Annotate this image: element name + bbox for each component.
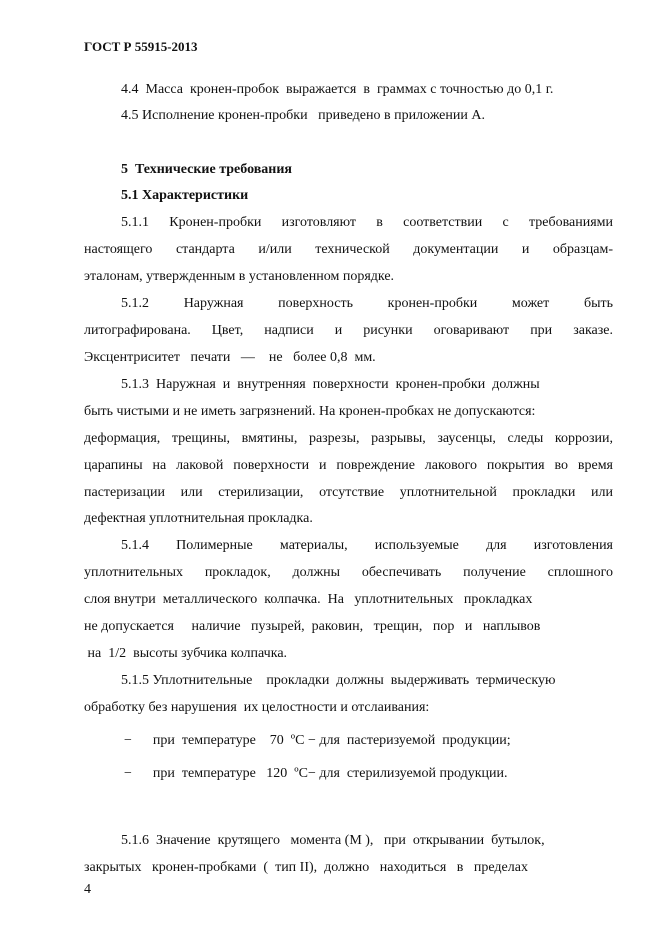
page-number: 4 xyxy=(84,882,91,897)
document-header: ГОСТ Р 55915-2013 xyxy=(84,39,198,54)
paragraph-5-1-4-line: 5.1.4 Полимерные материалы, используемые для изготовления xyxy=(121,538,613,553)
list-item: − при температуре 120 ºС− для стерилизуемой продукции. xyxy=(124,766,508,781)
paragraph-5-1-1-line: 5.1.1 Кронен-пробки изготовляют в соответствии с требованиями xyxy=(121,215,613,230)
paragraph-5-1-4-line: на 1/2 высоты зубчика колпачка. xyxy=(84,646,288,661)
paragraph-4-5: 4.5 Исполнение кронен-пробки приведено в приложении А. xyxy=(121,108,485,123)
subsection-title: 5.1 Характеристики xyxy=(121,188,249,203)
paragraph-5-1-3-line: 5.1.3 Наружная и внутренняя поверхности кронен-пробки должны xyxy=(121,377,540,392)
paragraph-5-1-6-line: закрытых кронен-пробками ( тип II), должно находиться в пределах xyxy=(84,860,528,875)
paragraph-5-1-2-line: литографирована. Цвет, надписи и рисунки оговаривают при заказе. xyxy=(84,323,613,338)
paragraph-4-4: 4.4 Масса кронен-пробок выражается в граммах с точностью до 0,1 г. xyxy=(121,82,554,97)
paragraph-5-1-4-line: не допускается наличие пузырей, раковин, трещин, пор и наплывов xyxy=(84,619,541,634)
paragraph-5-1-2-line: 5.1.2 Наружная поверхность кронен-пробки может быть xyxy=(121,296,613,311)
paragraph-5-1-4-line: слоя внутри металлического колпачка. На уплотнительных прокладках xyxy=(84,592,533,607)
paragraph-5-1-2-line: Эксцентриситет печати — не более 0,8 мм. xyxy=(84,350,376,365)
section-title: 5 Технические требования xyxy=(121,162,292,177)
paragraph-5-1-3-line: царапины на лаковой поверхности и повреждение лакового покрытия во время xyxy=(84,458,613,473)
paragraph-5-1-1-line: настоящего стандарта и/или технической документации и образцам- xyxy=(84,242,613,257)
paragraph-5-1-5-line: обработку без нарушения их целостности и отслаивания: xyxy=(84,700,430,715)
paragraph-5-1-5-line: 5.1.5 Уплотнительные прокладки должны выдерживать термическую xyxy=(121,673,556,688)
paragraph-5-1-3-line: деформация, трещины, вмятины, разрезы, разрывы, заусенцы, следы коррозии, xyxy=(84,431,613,446)
paragraph-5-1-3-line: быть чистыми и не иметь загрязнений. На кронен-пробках не допускаются: xyxy=(84,404,536,419)
paragraph-5-1-4-line: уплотнительных прокладок, должны обеспечивать получение сплошного xyxy=(84,565,613,580)
list-item: − при температуре 70 ºС − для пастеризуемой продукции; xyxy=(124,733,511,748)
paragraph-5-1-3-line: дефектная уплотнительная прокладка. xyxy=(84,511,313,526)
paragraph-5-1-6-line: 5.1.6 Значение крутящего момента (М ), при открывании бутылок, xyxy=(121,833,545,848)
paragraph-5-1-1-line: эталонам, утвержденным в установленном порядке. xyxy=(84,269,395,284)
paragraph-5-1-3-line: пастеризации или стерилизации, отсутствие уплотнительной прокладки или xyxy=(84,485,613,500)
